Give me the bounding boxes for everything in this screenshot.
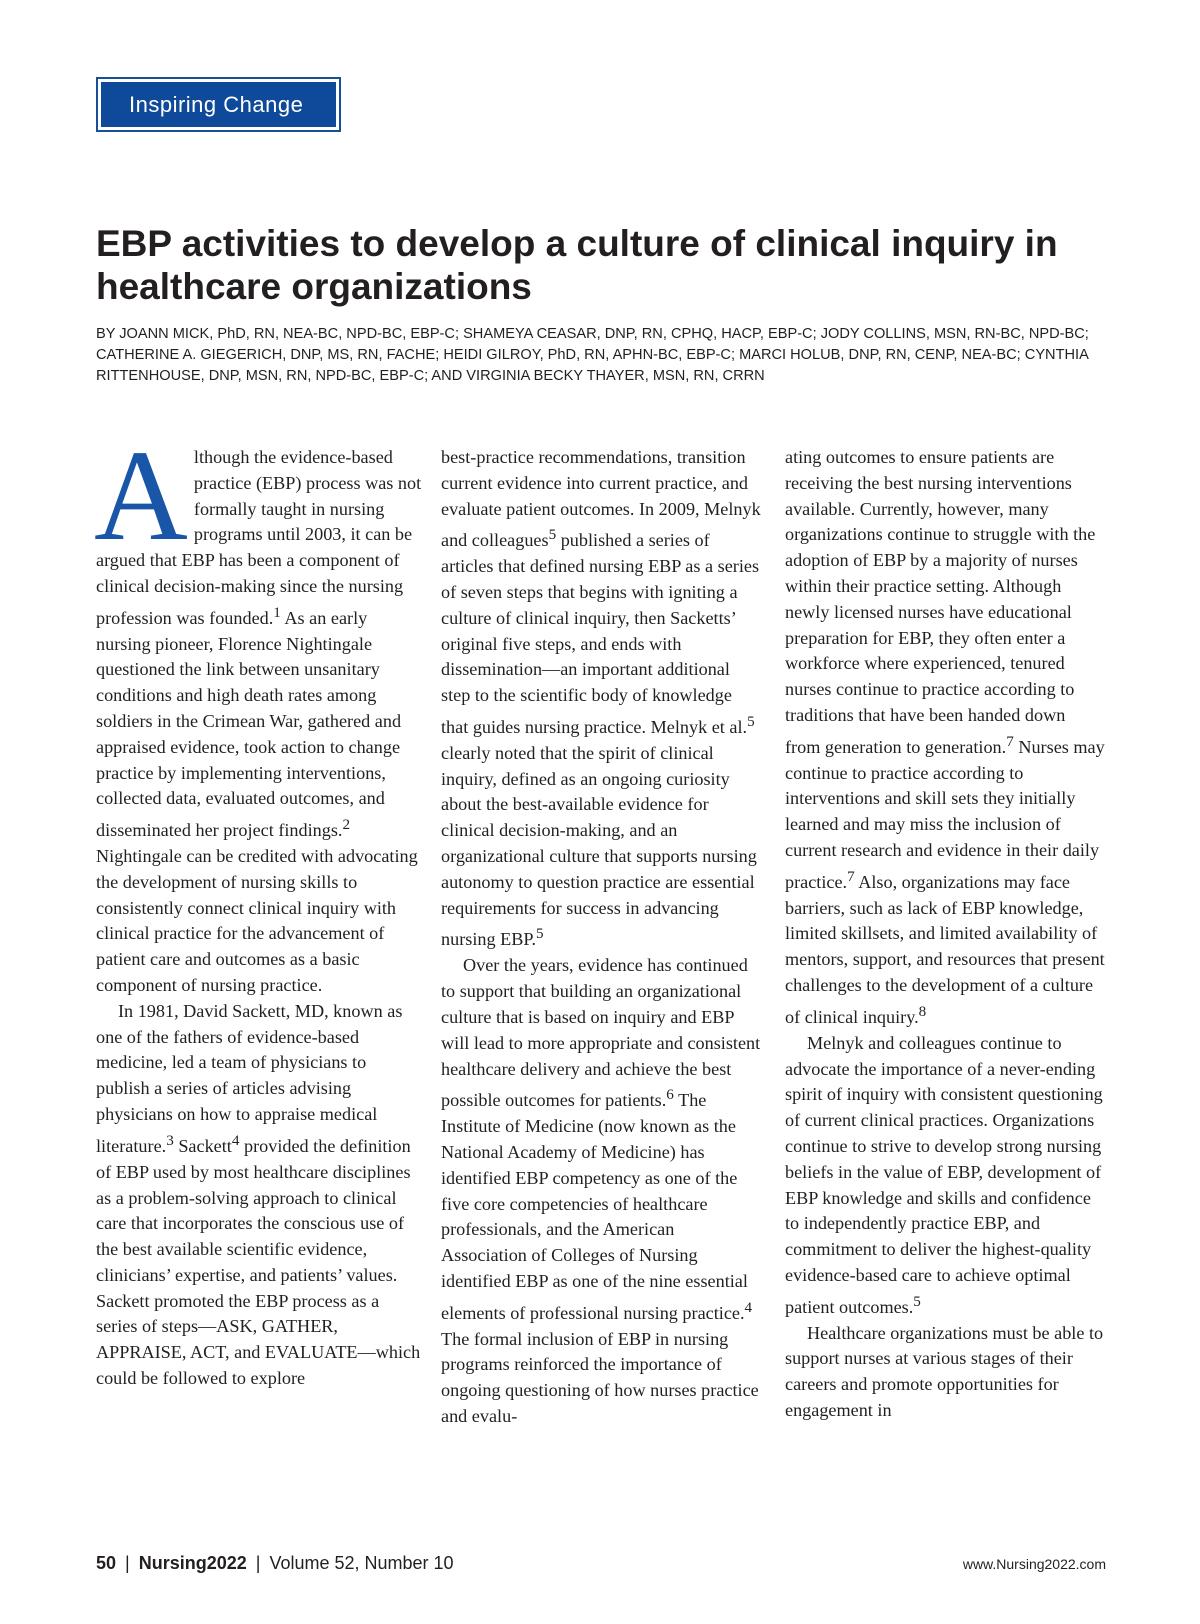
text-run: lthough the evidence-based practice (EBP) process was not formally taught in nursing programs until 2003, it can be argued that EBP has been a component of clinical decision-making since the nursing profession was founded. (96, 447, 422, 628)
text-run: Sackett (173, 1135, 232, 1156)
text-run: Nightingale can be credited with advocating the development of nursing skills to consistently connect clinical inquiry with clinical practice for the advancement of patient care and outcomes as a basic component of nursing practice. (96, 846, 418, 996)
paragraph (785, 1031, 1105, 1321)
volume-info: Volume 52, Number 10 (269, 1553, 454, 1573)
footer-left (96, 1553, 454, 1574)
text-run: The formal inclusion of EBP in nursing programs reinforced the importance of ongoing questioning of how nurses practice and evalu- (441, 1328, 759, 1426)
footer-separator: | (255, 1553, 261, 1573)
citation-ref: 4 (744, 1298, 753, 1316)
text-run: best-practice recommendations, transition current evidence into current practice, and evaluate patient outcomes. In 2009, Melnyk and colleagues (441, 447, 761, 551)
citation-ref: 8 (918, 1002, 927, 1020)
drop-cap: A (94, 424, 188, 568)
paragraph (785, 1321, 1105, 1424)
text-run: As an early nursing pioneer, Florence Nightingale questioned the link between unsanitary conditions and high death rates among soldiers in the Crimean War, gathered and appraised evidence, took action to change practice by implementing interventions, collected data, evaluated outcomes, and disseminated her project findings. (96, 607, 402, 841)
text-run: Melnyk and colleagues continue to advocate the importance of a never-ending spirit of inquiry with consistent questioning of current clinical practices. Organizations continue to strive to develop strong nursing beliefs in the value of EBP, development of EBP knowledge and skills and confidence to independently practice EBP, and commitment to deliver the highest-quality evidence-based care to achieve optimal patient outcomes. (785, 1032, 1103, 1317)
citation-ref: 7 (847, 867, 855, 885)
citation-ref: 1 (273, 603, 281, 621)
paragraph (96, 999, 422, 1392)
text-run: published a series of articles that defined nursing EBP as a series of seven steps that begins with igniting a culture of clinical inquiry, then Sacketts’ original five steps, and ends with dissemination—an important additional step to the scientific body of knowledge that guides nursing practice. Melnyk et al. (441, 530, 760, 738)
paragraph (785, 445, 1105, 1031)
journal-name: Nursing2022 (138, 1553, 247, 1573)
citation-ref: 5 (536, 925, 544, 943)
text-column-3 (785, 445, 1105, 1424)
paragraph (441, 953, 761, 1429)
footer-separator: | (125, 1553, 130, 1573)
paragraph (441, 445, 761, 953)
text-run: In 1981, David Sackett, MD, known as one of the fathers of evidence-based medicine, led a team of physicians to publish a series of articles advising physicians on how to appraise medical literature. (96, 1000, 403, 1156)
citation-ref: 5 (747, 713, 755, 731)
page-footer (96, 1553, 1106, 1579)
text-run: Healthcare organizations must be able to support nurses at various stages of their careers and promote opportunities for engagement in (785, 1322, 1104, 1420)
text-run: Also, organizations may face barriers, such as lack of EBP knowledge, limited skillsets, and limited availability of mentors, support, and resources that present challenges to the development of a culture of clinical inquiry. (785, 871, 1105, 1027)
paragraph (94, 424, 422, 999)
article-title: EBP activities to develop a culture of clinical inquiry in healthcare organizations (96, 223, 1058, 307)
page-number: 50 (96, 1553, 117, 1573)
author-byline: BY JOANN MICK, PhD, RN, NEA-BC, NPD-BC, EBP-C; SHAMEYA CEASAR, DNP, RN, CPHQ, HACP, EBP-C; JODY COLLINS, MSN, RN-BC, NPD-BC; CATHERINE A. GIEGERICH, DNP, MS, RN, FACHE; HEIDI GILROY, PhD, RN, APHN-BC, EBP-C; MARCI HOLUB, DNP, RN, CENP, NEA-BC; CYNTHIA RITTENHOUSE, DNP, MSN, RN, NPD-BC, EBP-C; AND VIRGINIA BECKY THAYER, MSN, RN, CRRN (96, 326, 1089, 384)
section-label: Inspiring Change (101, 82, 336, 127)
text-run: ating outcomes to ensure patients are receiving the best nursing interventions available. Currently, however, many organizations continue to struggle with the adoption of EBP by a majority of nurses within their practice setting. Although newly licensed nurses have educational preparation for EBP, they often enter a workforce where experienced, tenured nurses continue to practice according to traditions that have been handed down from generation to generation. (785, 447, 1096, 757)
text-column-1 (94, 424, 422, 1392)
website-url: www.Nursing2022.com (962, 1556, 1106, 1572)
citation-ref: 2 (342, 816, 351, 834)
citation-ref: 5 (548, 526, 557, 544)
text-run: provided the definition of EBP used by most healthcare disciplines as a problem-solving approach to clinical care that incorporates the conscious use of the best available scientific evidence, clinicians’ expertise, and patients’ values. Sackett promoted the EBP process as a series of steps—ASK, GATHER, APPRAISE, ACT, and EVALUATE—which could be followed to explore (96, 1135, 421, 1389)
text-column-2 (441, 445, 761, 1430)
text-run: The Institute of Medicine (now known as the National Academy of Medicine) has identified EBP competency as one of the five core competencies of healthcare professionals, and the American Association of Colleges of Nursing identified EBP as one of the nine essential elements of professional nursing practice. (441, 1090, 748, 1323)
citation-ref: 4 (231, 1131, 240, 1149)
citation-ref: 3 (166, 1131, 174, 1149)
citation-ref: 5 (913, 1292, 921, 1310)
text-run: Nurses may continue to practice according to interventions and skill sets they initially learned and may miss the inclusion of current research and evidence in their daily practice. (785, 736, 1105, 892)
citation-ref: 6 (666, 1086, 674, 1104)
citation-ref: 7 (1006, 732, 1014, 750)
text-run: clearly noted that the spirit of clinical inquiry, defined as an ongoing curiosity about the best-available evidence for clinical decision-making, and an organizational culture that supports nursing autonomy to question practice are essential requirements for success in advancing nursing EBP. (441, 742, 757, 950)
section-badge (96, 77, 341, 132)
text-run: Over the years, evidence has continued to support that building an organizational culture that is based on inquiry and EBP will lead to more appropriate and consistent healthcare delivery and achieve the best possible outcomes for patients. (441, 955, 761, 1111)
